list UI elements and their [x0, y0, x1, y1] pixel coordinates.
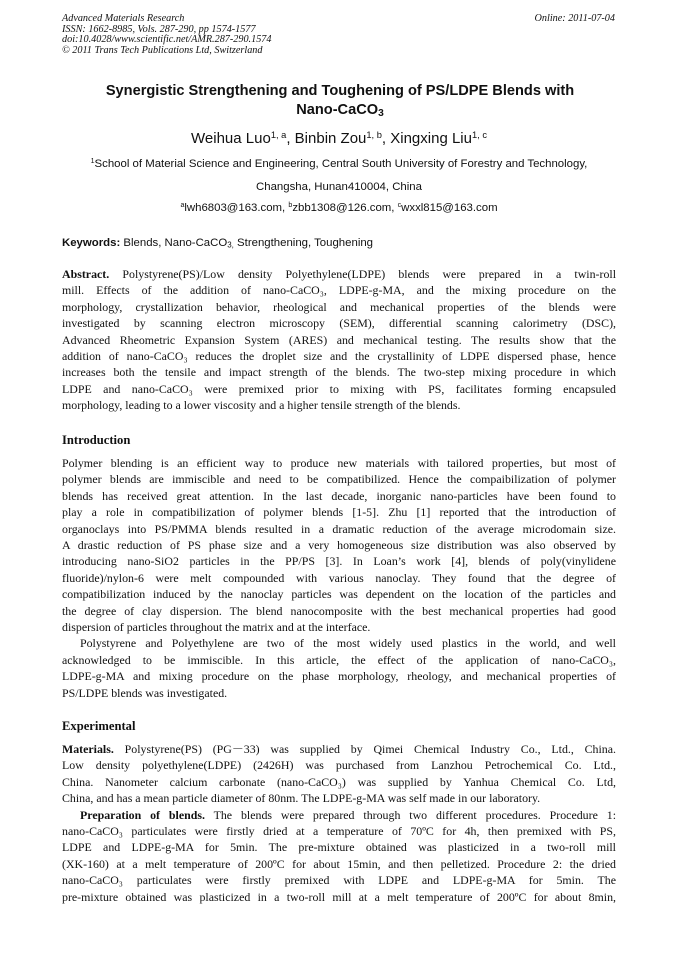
intro-line: acknowledged to be immiscible. In this article, the effect of the application of nano-CaCO₃, — [62, 652, 616, 667]
author-list — [62, 129, 616, 149]
author-sup: 1, c — [471, 129, 487, 140]
abstract-line: morphology, crystallization behavior, rheological and mechanical properties of the blends were — [62, 299, 616, 314]
abstract-line: morphology, leading to a lower viscosity and a higher tensile strength of the blends. — [62, 398, 461, 413]
author-sup: 1, b — [366, 129, 382, 140]
materials-line-text: Polystyrene(PS) (PG－33) was supplied by Qimei Chemical Industry Co., Ltd., China. — [113, 742, 616, 756]
keywords-subscript: 3, — [227, 240, 234, 250]
intro-line: blends has received great attention. In the last decade, inorganic nano-particles have been found to — [62, 488, 616, 503]
email-list — [62, 201, 616, 216]
materials-line — [62, 741, 616, 757]
title-subscript: 3 — [378, 108, 384, 120]
intro-line: Polystyrene and Polyethylene are two of the most widely used plastics in the world, and well — [80, 636, 616, 651]
intro-line: polymer blends are immiscible and need to be compatibilized. Hence the compaibilization of polymer — [62, 472, 616, 487]
intro-line: organoclays into PS/PMMA blends resulted in a dramatic reduction of the average microdomain size. — [62, 521, 616, 536]
author — [390, 130, 487, 147]
intro-line: the degree of clay dispersion. The blend nanocomposite with the best mechanical properties had good — [62, 603, 616, 618]
title-line-2 — [70, 101, 610, 120]
email-sup: b — [288, 202, 293, 210]
intro-line: PS/LDPE blends was investigated. — [62, 685, 228, 700]
prep-line: nano-CaCO₃ particulates were firstly dried at a temperature of 70ºC for 4h, then premixed with PS, — [62, 824, 616, 839]
affiliation-text-1: School of Material Science and Engineering, Central South University of Forestry and Technology, — [94, 158, 588, 170]
intro-line: play a role in compatibilization of polymer blends [1-5]. Zhu [1] reported that the introduction of — [62, 505, 616, 520]
author-sep: , — [381, 130, 391, 147]
intro-line: LDPE-g-MA and mixing procedure on the phase morphology, rheology, and mechanical properties of — [62, 669, 616, 684]
abstract-line: investigated by scanning electron microscopy (SEM), differential scanning calorimetry (DSC), — [62, 316, 616, 331]
title-line-1: Synergistic Strengthening and Toughening of PS/LDPE Blends with — [105, 83, 575, 99]
title-line-2-text: Nano-CaCO — [296, 102, 379, 118]
doi-line: doi:10.4028/www.scientific.net/AMR.287-290.1574 — [62, 34, 272, 46]
experimental-body — [62, 741, 616, 905]
copyright-line: © 2011 Trans Tech Publications Ltd, Switzerland — [62, 44, 263, 56]
keywords-label: Keywords: — [62, 237, 121, 249]
prep-line — [62, 807, 616, 823]
intro-line: fluoride)/nylon-6 were melt compounded with various nanoclay. They found that the degree of — [62, 570, 616, 585]
keywords-text-2: Strengthening, Toughening — [233, 237, 374, 249]
intro-line: compatibilization induced by the nanoclay particles was dependent on the location of the particles and — [62, 587, 616, 602]
abstract-label: Abstract. — [62, 267, 110, 281]
prep-line-text: The blends were prepared through two different procedures. Procedure 1: — [204, 807, 616, 822]
prep-line: nano-CaCO₃ particulates were firstly premixed with LDPE and LDPE-g-MA for 5min. The — [62, 873, 616, 888]
materials-line: China. Nanometer calcium carbonate (nano-CaCO₃) was supplied by Yanhua Chemical Co. Ltd, — [62, 774, 616, 789]
email-address: zbb1308@126.com — [292, 202, 392, 214]
abstract-line: increases both the tensile and impact strength of the blends. The two-step mixing procedure in which — [62, 365, 616, 380]
prep-label: Preparation of blends. — [80, 807, 205, 822]
abstract-line: addition of nano-CaCO₃ reduces the droplet size and the crystallinity of LDPE dispersed phase, hence — [62, 349, 616, 364]
prep-line: LDPE and LDPE-g-MA for 5min. The pre-mixture obtained was plasticized in a two-roll mill — [62, 840, 616, 855]
keywords-text: Blends, Nano-CaCO — [120, 237, 228, 249]
author-name: Xingxing Liu — [390, 130, 472, 147]
prep-line: (XK-160) at a melt temperature of 200ºC for about 15min, and then pelletized. Procedure 2: the dried — [62, 856, 616, 871]
email-address: lwh6803@163.com — [184, 202, 283, 214]
author-name: Binbin Zou — [294, 130, 367, 147]
abstract — [62, 266, 616, 414]
author — [191, 130, 295, 147]
keywords — [62, 236, 616, 251]
journal-header — [62, 14, 482, 56]
abstract-line — [62, 266, 616, 282]
email-sup: c — [397, 202, 402, 210]
issn-line: ISSN: 1662-8985, Vols. 287-290, pp 1574-1577 — [62, 23, 256, 35]
introduction-heading: Introduction — [62, 433, 131, 447]
materials-label: Materials. — [62, 742, 114, 756]
author — [295, 130, 391, 147]
abstract-line: mill. Effects of the addition of nano-CaCO₃, LDPE-g-MA, and the mixing procedure on the — [62, 283, 616, 298]
affiliation-line-2: Changsha, Hunan410004, China — [256, 181, 422, 193]
author-sep: , — [286, 130, 295, 147]
materials-line: Low density polyethylene(LDPE) (2426H) was purchased from Lanzhou Petrochemical Co. Ltd., — [62, 758, 616, 773]
affiliation-line-1 — [62, 157, 616, 172]
intro-line: dispersion of particles throughout the matrix and at the interface. — [62, 620, 371, 635]
author-name: Weihua Luo — [191, 130, 271, 147]
email-address: wxxl815@163.com — [401, 202, 498, 214]
email-sep: , — [391, 202, 398, 214]
journal-name: Advanced Materials Research — [62, 13, 185, 24]
paper-title — [70, 82, 610, 120]
online-date: Online: 2011-07-04 — [534, 13, 615, 24]
materials-line: China, and has a mean particle diameter of 80nm. The LDPE-g-MA was self made in our laboratory. — [62, 791, 541, 806]
affiliation-sup: 1 — [90, 158, 95, 166]
intro-line: Polymer blending is an efficient way to produce new materials with tailored properties, but most of — [62, 456, 616, 470]
intro-line: A drastic reduction of PS phase size and a very homogeneous size distribution was also observed by — [62, 538, 616, 553]
intro-line: introducing nano-SiO2 particles in the PP/PS [3]. In Loan’s work [4], blends of poly(vinylidene — [62, 554, 616, 569]
email-sep: , — [282, 202, 289, 214]
prep-line: pre-mixture obtained was plasticized in a two-roll mill at a melt temperature of 200ºC for about 8min, — [62, 889, 616, 904]
abstract-line: Advanced Rheometric Expansion System (ARES) and mechanical testing. The results show that the — [62, 332, 616, 347]
introduction-paragraph-1 — [62, 455, 616, 701]
experimental-heading: Experimental — [62, 719, 136, 733]
email-sup: a — [180, 202, 185, 210]
abstract-line-text: Polystyrene(PS)/Low density Polyethylene(LDPE) blends were prepared in a twin-roll — [109, 267, 616, 281]
author-sup: 1, a — [270, 129, 287, 140]
abstract-line: LDPE and nano-CaCO₃ were premixed prior to mixing with PS, facilitates forming encapsuled — [62, 381, 616, 396]
